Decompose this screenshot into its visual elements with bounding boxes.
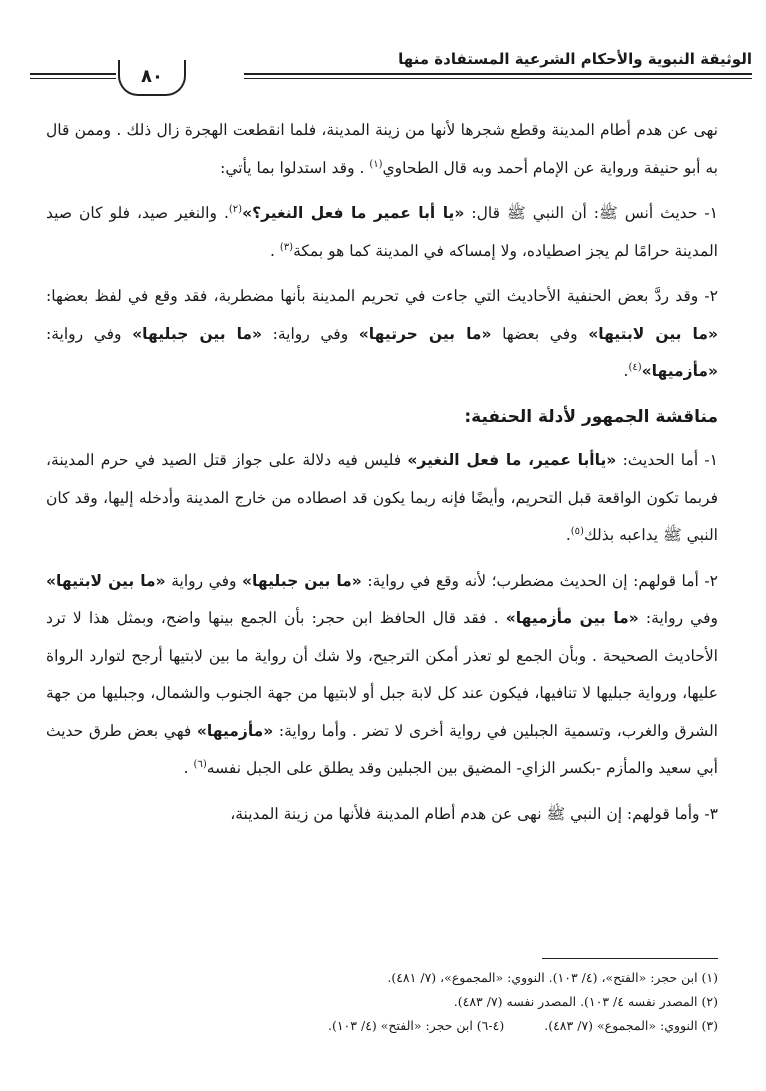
- text: وفي رواية:: [638, 609, 718, 627]
- text: وفي رواية:: [262, 324, 359, 343]
- text: .: [270, 241, 280, 260]
- header-rule: [244, 73, 752, 79]
- footnote-ref: (٣): [279, 241, 294, 253]
- text: وفي رواية: [165, 571, 243, 590]
- paragraph: [46, 796, 718, 834]
- footnote-ref: (٤): [628, 361, 642, 373]
- text: . وقد استدلوا بما يأتي:: [220, 158, 370, 177]
- paragraph: [46, 563, 718, 788]
- footnote-ref: (٢): [228, 203, 243, 215]
- text: فهي بعض طرق حديث أبي سعيد والمأزم -بكسر الزاي- المضيق بين الجبلين وقد يطلق على الجبل نفسه: [46, 721, 718, 777]
- footnote-ref: (٦): [193, 758, 207, 770]
- text: .: [565, 526, 571, 544]
- footnote-row: [46, 1014, 718, 1038]
- paragraph: [46, 112, 718, 187]
- footnote: (٤-٦) ابن حجر: «الفتح» (٤/ ١٠٣).: [327, 1018, 505, 1033]
- footnote: (٣) النووي: «المجموع» (٧/ ٤٨٣).: [544, 1018, 718, 1033]
- text: . والنغير صيد، فلو كان صيد المدينة حرامًا لم يجز اصطياده، ولا إمساكه في المدينة كما هو بمكة: [46, 204, 718, 260]
- text: فليس فيه دلالة على جواز قتل الصيد في حرم المدينة، فربما تكون الواقعة قبل التحريم، وأيضًا فإنه ربما يكون قد اصطاده من خارج المدينة وأدخله إليها، وقد كان النبي ﷺ يداعبه بذلك: [46, 451, 718, 544]
- hadith-quote: «ما بين لابتيها»: [46, 571, 166, 590]
- text: .: [623, 362, 629, 380]
- page-body: [46, 112, 718, 841]
- text: ١- حديث أنس ﷺ: أن النبي ﷺ قال:: [464, 204, 718, 222]
- page-header: [30, 44, 752, 104]
- text: ١- أما الحديث:: [616, 451, 718, 469]
- text: ٣- وأما قولهم: إن النبي ﷺ نهى عن هدم أطام المدينة فلأنها من زينة المدينة،: [230, 804, 718, 823]
- footnote-ref: (١): [369, 158, 383, 170]
- footnote-ref: (٥): [570, 525, 584, 537]
- text: .: [183, 759, 194, 777]
- hadith-quote: «ما بين جبليها»: [242, 571, 362, 590]
- running-title: الوثيقة النبوية والأحكام الشرعية المستفادة منها: [398, 50, 752, 68]
- paragraph: [46, 442, 718, 555]
- page-number: ٨٠: [118, 60, 186, 96]
- text: وفي بعضها: [491, 324, 589, 343]
- text: ٢- أما قولهم: إن الحديث مضطرب؛ لأنه وقع في رواية:: [361, 571, 718, 590]
- footnote-divider: [542, 958, 718, 959]
- text: وفي رواية:: [46, 324, 133, 343]
- text: ٢- وقد ردَّ بعض الحنفية الأحاديث التي جاءت في تحريم المدينة بأنها مضطربة، فقد وقع في لفظ بعضها:: [46, 287, 718, 305]
- header-rule-left: [30, 73, 116, 79]
- paragraph: [46, 195, 718, 270]
- hadith-quote: «ما بين جبليها»: [132, 324, 263, 343]
- footnotes: [46, 966, 718, 1038]
- text: نهى عن هدم أطام المدينة وقطع شجرها لأنها من زينة المدينة، فلما انقطعت الهجرة زال ذلك . وممن قال به أبو حنيفة ورواية عن الإمام أحمد وبه قال الطحاوي: [46, 121, 718, 177]
- text: . فقد قال الحافظ ابن حجر: بأن الجمع بينها واضح، وبمثل هذا لا ترد الأحاديث الصحيحة . وبأن الجمع لو تعذر أمكن الترجيح، ولا شك أن رواية ما بين لابتيها أرجح لتوارد الرواة عليها، ورواية جبليها لا تنافيها، فيكون عند كل لابة جبل أو لابتيها من جهة الجنوب والشمال، وجبليها من جهة الشرق والغرب، وتسمية الجبلين في رواية أخرى لا تضر . وأما رواية:: [46, 609, 718, 740]
- hadith-quote: «ما بين حرتيها»: [358, 324, 492, 343]
- hadith-quote: «مأزميها»: [196, 721, 274, 740]
- footnote: (١) ابن حجر: «الفتح»، (٤/ ١٠٣). النووي: «المجموع»، (٧/ ٤٨١).: [387, 970, 718, 985]
- hadith-quote: «يا أبا عمير ما فعل النغير؟»: [242, 204, 465, 222]
- hadith-quote: «ياأبا عمير، ما فعل النغير»: [407, 451, 617, 469]
- paragraph: [46, 278, 718, 391]
- footnote: (٢) المصدر نفسه ٤/ ١٠٣). المصدر نفسه (٧/ ٤٨٣).: [453, 994, 718, 1009]
- hadith-quote: «ما بين لابتيها»: [588, 324, 718, 343]
- hadith-quote: «ما بين مأزميها»: [505, 609, 639, 627]
- section-heading: مناقشة الجمهور لأدلة الحنفية:: [464, 406, 718, 427]
- hadith-quote: «مأزميها»: [641, 362, 718, 380]
